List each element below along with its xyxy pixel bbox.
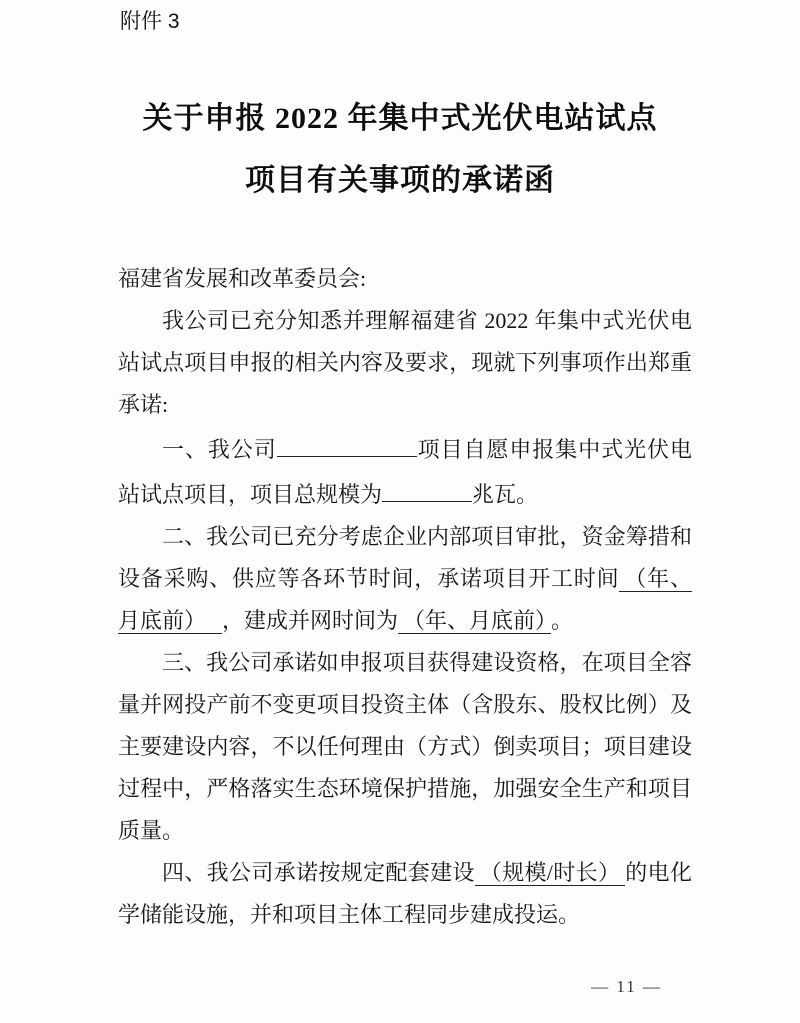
title-line-2: 项目有关事项的承诺函 xyxy=(245,164,555,197)
underlined-field-start-time: （年、月底前） xyxy=(118,566,692,633)
item2-text-end: 。 xyxy=(551,608,574,633)
page-number: — 11 — xyxy=(591,977,662,996)
document-body xyxy=(118,258,692,936)
item2-text-mid: ，建成并网时间为 xyxy=(222,608,399,633)
item1-text-mid: 项目自愿申报集中式光伏电站试点项目，项目总规模为 xyxy=(118,437,692,507)
item4-text-pre: 四、我公司承诺按规定配套建设 xyxy=(162,860,475,885)
item1-text-pre: 一、我公司 xyxy=(162,437,277,462)
salutation: 福建省发展和改革委员会: xyxy=(118,266,367,291)
commitment-item-4 xyxy=(118,852,692,936)
item2-text-pre: 二、我公司已充分考虑企业内部项目审批，资金筹措和设备采购、供应等各环节时间，承诺项目开工时间 xyxy=(118,524,692,591)
commitment-item-2 xyxy=(118,516,692,642)
document-title xyxy=(60,88,740,212)
commitment-item-1 xyxy=(118,426,692,516)
underlined-field-storage-scale: （规模/时长） xyxy=(475,860,626,886)
item4-text-post: 的电化学储能设施，并和项目主体工程同步建成投运。 xyxy=(118,860,692,927)
blank-line xyxy=(277,426,417,457)
underlined-field-grid-time: （年、月底前） xyxy=(398,608,551,634)
blank-line xyxy=(382,471,472,502)
title-line-1: 关于申报 2022 年集中式光伏电站试点 xyxy=(142,102,658,135)
attachment-label: 附件 3 xyxy=(120,10,180,33)
item1-text-end: 兆瓦。 xyxy=(472,482,539,507)
commitment-item-3: 三、我公司承诺如申报项目获得建设资格，在项目全容量并网投产前不变更项目投资主体（含股东、股权比例）及主要建设内容，不以任何理由（方式）倒卖项目；项目建设过程中，严格落实生态环境保护措施，加强安全生产和项目质量。 xyxy=(118,650,692,843)
intro-paragraph: 我公司已充分知悉并理解福建省 2022 年集中式光伏电站试点项目申报的相关内容及要求，现就下列事项作出郑重承诺: xyxy=(118,308,692,417)
